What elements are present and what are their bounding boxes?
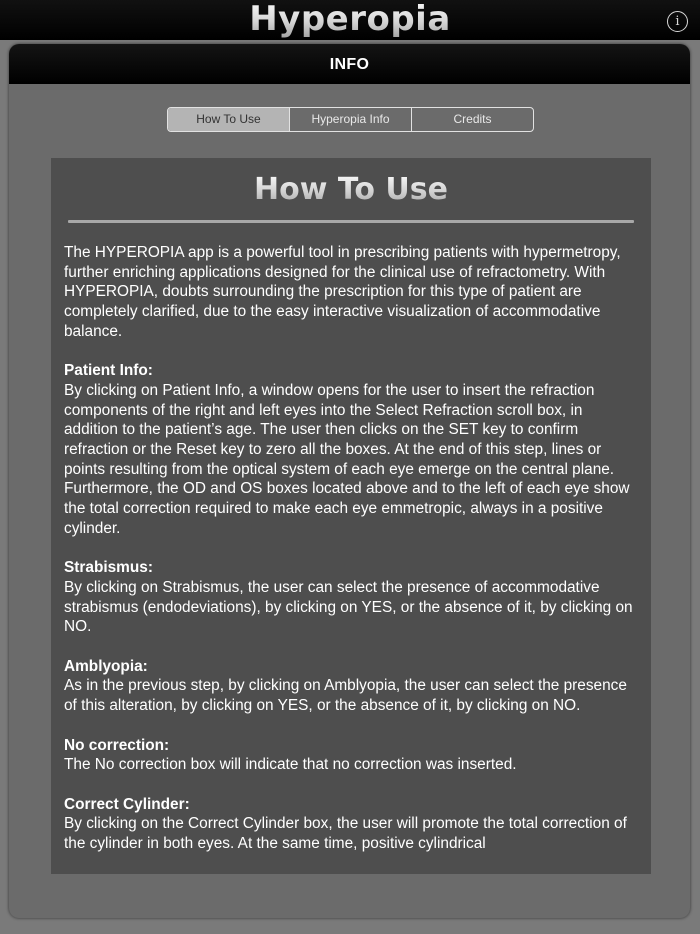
section-body: By clicking on the Correct Cylinder box, the user will promote the total correction of the cylinder in both eyes. At the same time, positive cylindrical (64, 815, 627, 853)
info-sheet (9, 44, 690, 918)
content-text (51, 223, 651, 854)
info-icon[interactable]: i (667, 11, 688, 32)
section-body: By clicking on Strabismus, the user can select the presence of accommodative strabismus (endodeviations), by clicking on YES, or the absence of it, by clicking on NO. (64, 578, 633, 636)
content-title: How To Use (51, 172, 651, 208)
top-bar (0, 0, 700, 40)
section-amblyopia (64, 657, 638, 716)
section-heading: Strabismus: (64, 559, 153, 577)
section-heading: Amblyopia: (64, 657, 148, 675)
section-body: By clicking on Patient Info, a window opens for the user to insert the refraction components of the right and left eyes into the Select Refraction scroll box, in addition to the patient’s age. The user then clicks on the SET key to confirm refraction or the Reset key to zero all the boxes. At the end of this step, lines or points resulting from the optical system of each eye emerge on the central plane. Furthermore, the OD and OS boxes located above and to the left of each eye show the total correction required to make each eye emmetropic, always in a positive cylinder. (64, 381, 630, 537)
section-correct-cylinder (64, 795, 638, 854)
section-patient-info (64, 361, 638, 538)
tab-credits[interactable]: Credits (411, 108, 533, 131)
intro-paragraph: The HYPEROPIA app is a powerful tool in prescribing patients with hypermetropy, further enriching applications designed for the clinical use of refractometry. With HYPEROPIA, doubts surrounding the prescription for this type of patient are completely clarified, due to the easy interactive visualization of accommodative balance. (64, 244, 621, 340)
tab-hyperopia-info[interactable]: Hyperopia Info (289, 108, 411, 131)
content-panel[interactable] (51, 158, 651, 874)
section-heading: No correction: (64, 736, 170, 754)
section-strabismus (64, 558, 638, 637)
section-body: The No correction box will indicate that no correction was inserted. (64, 756, 517, 774)
section-heading: Patient Info: (64, 362, 153, 380)
section-body: As in the previous step, by clicking on Amblyopia, the user can select the presence of this alteration, by clicking on YES, or the absence of it, by clicking on NO. (64, 677, 627, 715)
tab-how-to-use[interactable]: How To Use (168, 108, 289, 131)
section-heading: Correct Cylinder: (64, 795, 190, 813)
tab-bar (167, 107, 534, 132)
section-no-correction (64, 736, 638, 775)
app-title: Hyperopia (0, 0, 700, 41)
sheet-title: INFO (9, 44, 690, 84)
